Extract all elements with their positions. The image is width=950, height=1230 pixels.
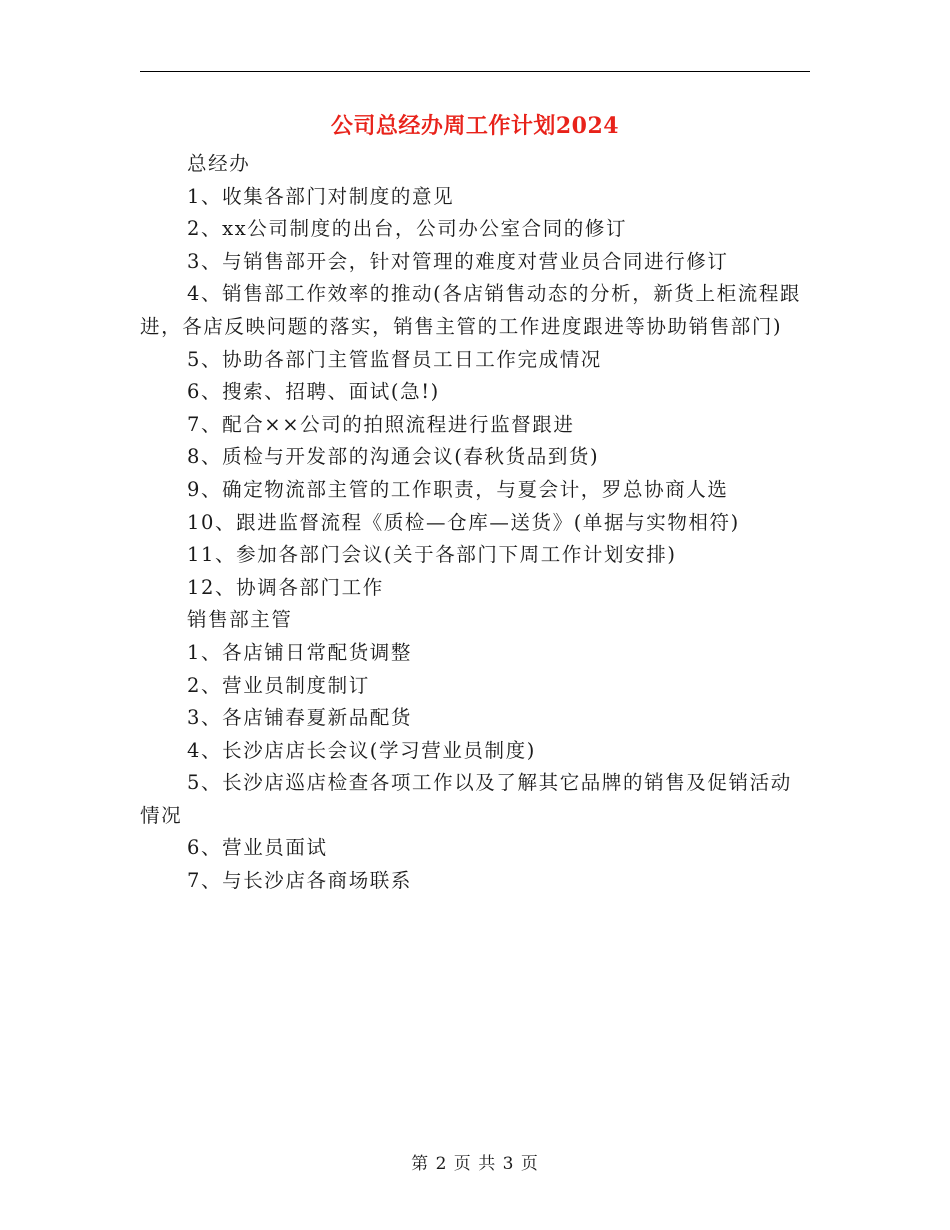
section-heading: 销售部主管 xyxy=(187,608,293,632)
list-item: 5、协助各部门主管监督员工日工作完成情况 xyxy=(187,347,602,371)
list-item: 8、质检与开发部的沟通会议(春秋货品到货) xyxy=(187,445,600,469)
list-item: 2、营业员制度制订 xyxy=(187,673,370,697)
list-item: 5、长沙店巡店检查各项工作以及了解其它品牌的销售及促销活动情况 xyxy=(140,771,792,827)
list-item: 11、参加各部门会议(关于各部门下周工作计划安排) xyxy=(187,543,677,567)
list-item: 3、与销售部开会，针对管理的难度对营业员合同进行修订 xyxy=(187,249,729,273)
list-item: 7、与长沙店各商场联系 xyxy=(187,869,413,893)
list-item: 2、xx公司制度的出台，公司办公室合同的修订 xyxy=(187,217,628,241)
list-item: 3、各店铺春夏新品配货 xyxy=(187,706,413,730)
list-item: 1、收集各部门对制度的意见 xyxy=(187,184,455,208)
list-item: 6、搜索、招聘、面试(急!) xyxy=(187,380,440,404)
list-item: 4、销售部工作效率的推动(各店销售动态的分析，新货上柜流程跟进，各店反映问题的落实，销售主管的工作进度跟进等协助销售部门) xyxy=(140,282,802,338)
list-item: 6、营业员面试 xyxy=(187,836,328,860)
list-item: 7、配合××公司的拍照流程进行监督跟进 xyxy=(187,412,575,436)
document-title: 公司总经办周工作计划2024 xyxy=(330,113,620,139)
header-rule xyxy=(140,71,810,72)
list-item: 12、协调各部门工作 xyxy=(187,575,384,599)
list-item: 4、长沙店店长会议(学习营业员制度) xyxy=(187,738,536,762)
section-heading: 总经办 xyxy=(187,152,251,175)
list-item: 10、跟进监督流程《质检—仓库—送货》(单据与实物相符) xyxy=(187,510,740,534)
list-item: 1、各店铺日常配货调整 xyxy=(187,640,413,664)
list-item: 9、确定物流部主管的工作职责，与夏会计，罗总协商人选 xyxy=(187,477,729,501)
page-number: 第 2 页 共 3 页 xyxy=(411,1154,539,1174)
document-body xyxy=(140,148,810,898)
